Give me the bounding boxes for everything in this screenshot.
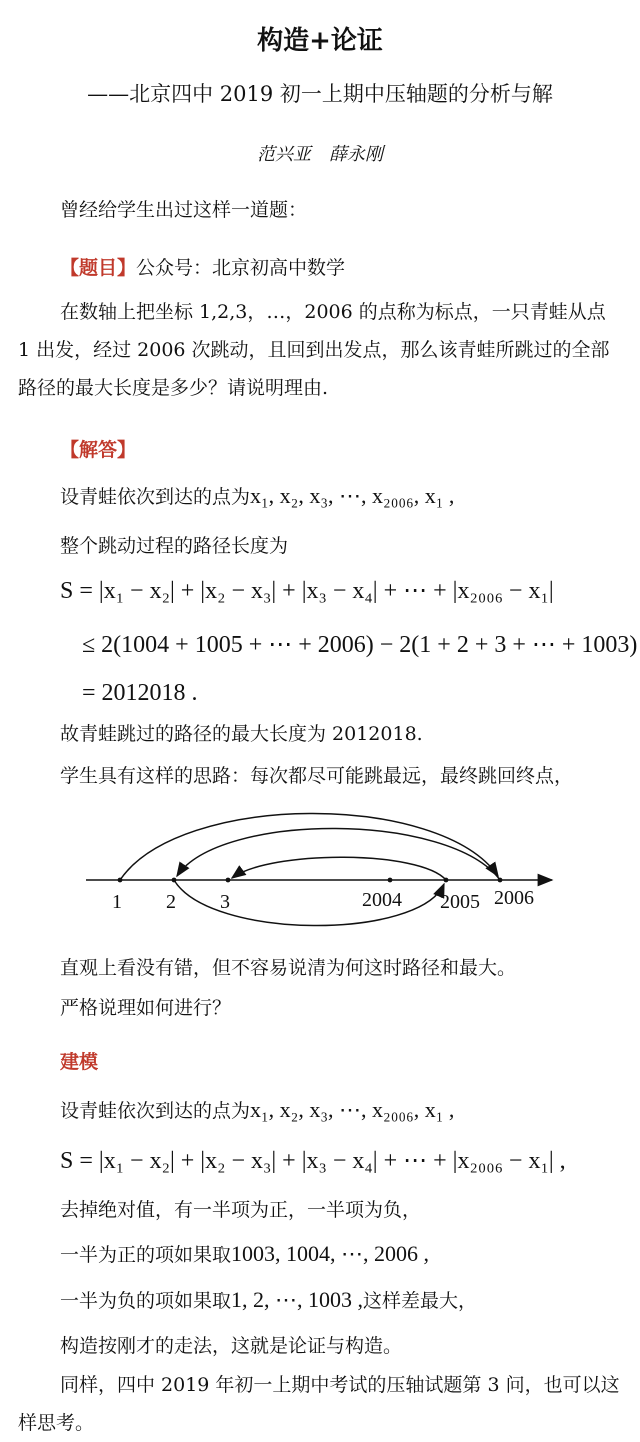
solution-label: 【解答】 xyxy=(60,439,137,461)
inequality-formula: ≤ 2(1004 + 1005 + ⋯ + 2006) − 2(1 + 2 + 3 + ⋯ + 1003) xyxy=(82,632,638,658)
authors: 范兴亚 薛永刚 xyxy=(257,144,383,165)
observation-text: 直观上看没有错，但不容易说清为何这时路径和最大。 xyxy=(60,957,517,979)
question-text: 严格说理如何进行？ xyxy=(60,997,232,1019)
modeling-line1-text: 设青蛙依次到达的点为 xyxy=(60,1100,251,1122)
modeling-line2: 去掉绝对值，有一半项为正，一半项为负， xyxy=(60,1199,422,1221)
modeling-S-formula: S = |x₁ − x₂| + |x₂ − x₃| + |x₃ − x₄| + ⋯ + |x₂₀₀₆ − x₁| , xyxy=(60,1148,566,1174)
modeling-line4-suffix: 这样差最大， xyxy=(363,1290,478,1312)
modeling-line4-text: 一半为负的项如果取 xyxy=(60,1290,232,1312)
modeling-line5: 构造按刚才的走法，这就是论证与构造。 xyxy=(60,1335,403,1357)
solution-line1-text: 设青蛙依次到达的点为 xyxy=(60,486,251,508)
result-formula: = 2012018 . xyxy=(82,680,198,706)
jump-arc-2005-to-3 xyxy=(232,857,446,880)
idea-text: 学生具有这样的思路：每次都尽可能跳最远，最终跳回终点， xyxy=(60,765,574,787)
problem-text: 在数轴上把坐标 1,2,3，…，2006 的点称为标点，一只青蛙从点 1 出发，经过 2006 次跳动，且回到出发点，那么该青蛙所跳过的全部路径的最大长度是多少？请说明理由. xyxy=(18,301,610,399)
positive-terms-formula: 1003, 1004, ⋯, 2006 , xyxy=(231,1241,430,1266)
number-line-figure xyxy=(60,800,580,930)
tick-label-2006: 2006 xyxy=(494,887,534,909)
problem-label: 【题目】 xyxy=(60,257,137,279)
negative-terms-formula: 1, 2, ⋯, 1003 , xyxy=(231,1287,364,1312)
modeling-line1 xyxy=(60,1094,454,1127)
jump-arc-2-to-2005 xyxy=(174,880,444,926)
tick-label-2004: 2004 xyxy=(362,889,402,911)
tick-label-1: 1 xyxy=(112,891,122,913)
jump-arc-1-to-2006 xyxy=(120,813,498,880)
conclusion-text: 故青蛙跳过的路径的最大长度为 2012018. xyxy=(60,723,423,745)
modeling-line3-text: 一半为正的项如果取 xyxy=(60,1244,232,1266)
modeling-line4 xyxy=(60,1284,477,1317)
problem-source: 公众号：北京初高中数学 xyxy=(136,257,346,279)
modeling-sequence-formula: x₁, x₂, x₃, ⋯, x₂₀₀₆, x₁ , xyxy=(250,1097,455,1122)
intro-text: 曾经给学生出过这样一道题： xyxy=(60,199,308,221)
tick-label-3: 3 xyxy=(220,891,230,913)
tick-label-2005: 2005 xyxy=(440,891,480,913)
modeling-line3 xyxy=(60,1238,429,1271)
page-title: 构造+论证 xyxy=(257,26,383,56)
closing-text: 同样，四中 2019 年初一上期中考试的压轴试题第 3 问，也可以这样思考。 xyxy=(18,1374,620,1434)
tick-label-2: 2 xyxy=(166,891,176,913)
S-formula: S = |x₁ − x₂| + |x₂ − x₃| + |x₃ − x₄| + ⋯ + |x₂₀₀₆ − x₁| xyxy=(60,578,554,604)
jump-arc-2006-to-2 xyxy=(177,828,500,880)
page-subtitle: ——北京四中 2019 初一上期中压轴题的分析与解 xyxy=(87,82,553,106)
modeling-label: 建模 xyxy=(60,1051,99,1073)
sequence-formula: x₁, x₂, x₃, ⋯, x₂₀₀₆, x₁ , xyxy=(250,483,455,508)
solution-line1 xyxy=(60,480,454,513)
solution-line2: 整个跳动过程的路径长度为 xyxy=(60,535,289,557)
problem-heading xyxy=(60,252,345,284)
